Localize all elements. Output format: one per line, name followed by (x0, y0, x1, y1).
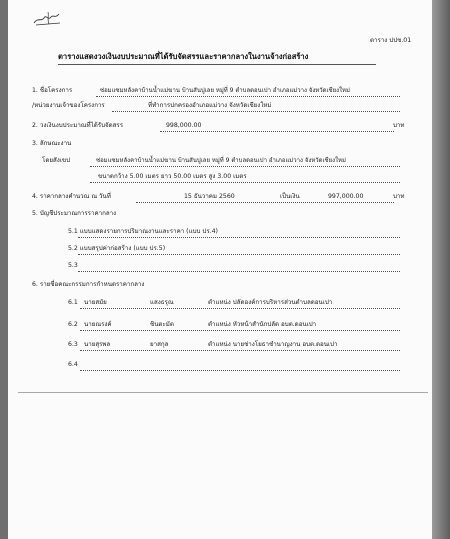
form-code: ตาราง ปปช.01 (370, 37, 412, 44)
member-2-line (80, 330, 400, 331)
title-underline (58, 64, 376, 65)
s4-amount: 997,000.00 (328, 193, 364, 200)
member-1-no: 6.1 (68, 299, 78, 306)
member-3-no: 6.3 (68, 341, 78, 348)
s3-size-line (90, 182, 400, 183)
s5-item-2-line (78, 254, 400, 255)
s3-size: ขนาดกว้าง 5.00 เมตร ยาว 50.00 เมตร สูง 3.00 เมตร (98, 173, 247, 180)
s5-label: 5. บัญชีประมาณการราคากลาง (32, 210, 117, 217)
handwritten-signature (32, 8, 62, 28)
s4-line (136, 202, 394, 203)
s2-amount: 998,000.00 (166, 122, 202, 129)
s5-item-2: 5.2 แบบสรุปค่าก่อสร้าง (แบบ ปร.5) (68, 245, 166, 252)
s4-label: 4. ราคากลางคำนวณ ณ วันที่ (32, 193, 111, 200)
s4-unit: บาท (393, 193, 405, 200)
member-3-first: นายสุรพล (84, 341, 111, 348)
s5-item-3-line (78, 271, 400, 272)
s3-sub-label: โดยสังเขป (42, 157, 71, 164)
s1-agency-label: /หน่วยงานเจ้าของโครงการ (32, 102, 105, 109)
document-title: ตารางแสดงวงเงินงบประมาณที่ได้รับจัดสรรและราคากลางในงานจ้างก่อสร้าง (58, 52, 309, 61)
member-1-last: แสงธรุณ (150, 299, 174, 306)
s1-project-line (96, 96, 400, 97)
s2-unit: บาท (393, 122, 405, 129)
member-2-no: 6.2 (68, 321, 78, 328)
member-3-last: ยาสกุล (150, 341, 169, 348)
s5-item-3: 5.3 (68, 262, 78, 269)
member-3-line (80, 350, 400, 351)
s4-date: 15 ธันวาคม 2560 (184, 193, 235, 200)
s1-label: 1. ชื่อโครงการ (32, 87, 73, 94)
member-4-no: 6.4 (68, 361, 78, 368)
member-1-line (80, 308, 400, 309)
member-2-last: ชินตะมัต (150, 321, 174, 328)
member-1-position: ตำแหน่ง ปลัดองค์การบริหารส่วนตำบลดอนเปา (208, 299, 333, 306)
member-4-line (80, 370, 400, 371)
document-page (8, 0, 432, 539)
member-2-position: ตำแหน่ง หัวหน้าสำนักปลัด อบต.ดอนเปา (208, 321, 317, 328)
member-3-position: ตำแหน่ง นายช่างโยธาชำนาญงาน อบต.ดอนเปา (208, 341, 338, 348)
bottom-rule (18, 392, 428, 393)
s1-agency: ที่ทำการปกครองอำเภอแม่วาง จังหวัดเชียงใหม่ (148, 102, 272, 109)
s6-label: 6. รายชื่อคณะกรรมการกำหนดราคากลาง (32, 281, 145, 288)
s5-item-1-line (78, 237, 400, 238)
s3-label: 3. ลักษณะงาน (32, 140, 72, 147)
s1-project: ซ่อมแซมหลังคาบ้านน้ำแม่ฆาน บ้านสันปูเลย หมู่ที่ 9 ตำบลดอนเปา อำเภอแม่วาง จังหวัดเชียงใหม่ (100, 87, 350, 94)
page-edge-shadow (432, 0, 450, 539)
s3-desc: ซ่อมแซมหลังคาบ้านน้ำแม่ฆาน บ้านสันปูเลย หมู่ที่ 9 ตำบลดอนเปา อำเภอแม่วาง จังหวัดเชียงใหม่ (96, 157, 346, 164)
s2-amount-line (160, 131, 394, 132)
s1-agency-line (112, 111, 400, 112)
s3-desc-line (90, 166, 400, 167)
s5-item-1: 5.1 แบบแสดงรายการปริมาณงานและราคา (แบบ ปร.4) (68, 228, 218, 235)
s4-mid-label: เป็นเงิน (280, 193, 300, 200)
member-2-first: นายณรงค์ (84, 321, 112, 328)
member-1-first: นายสมัย (84, 299, 107, 306)
s2-label: 2. วงเงินงบประมาณที่ได้รับจัดสรร (32, 122, 124, 129)
